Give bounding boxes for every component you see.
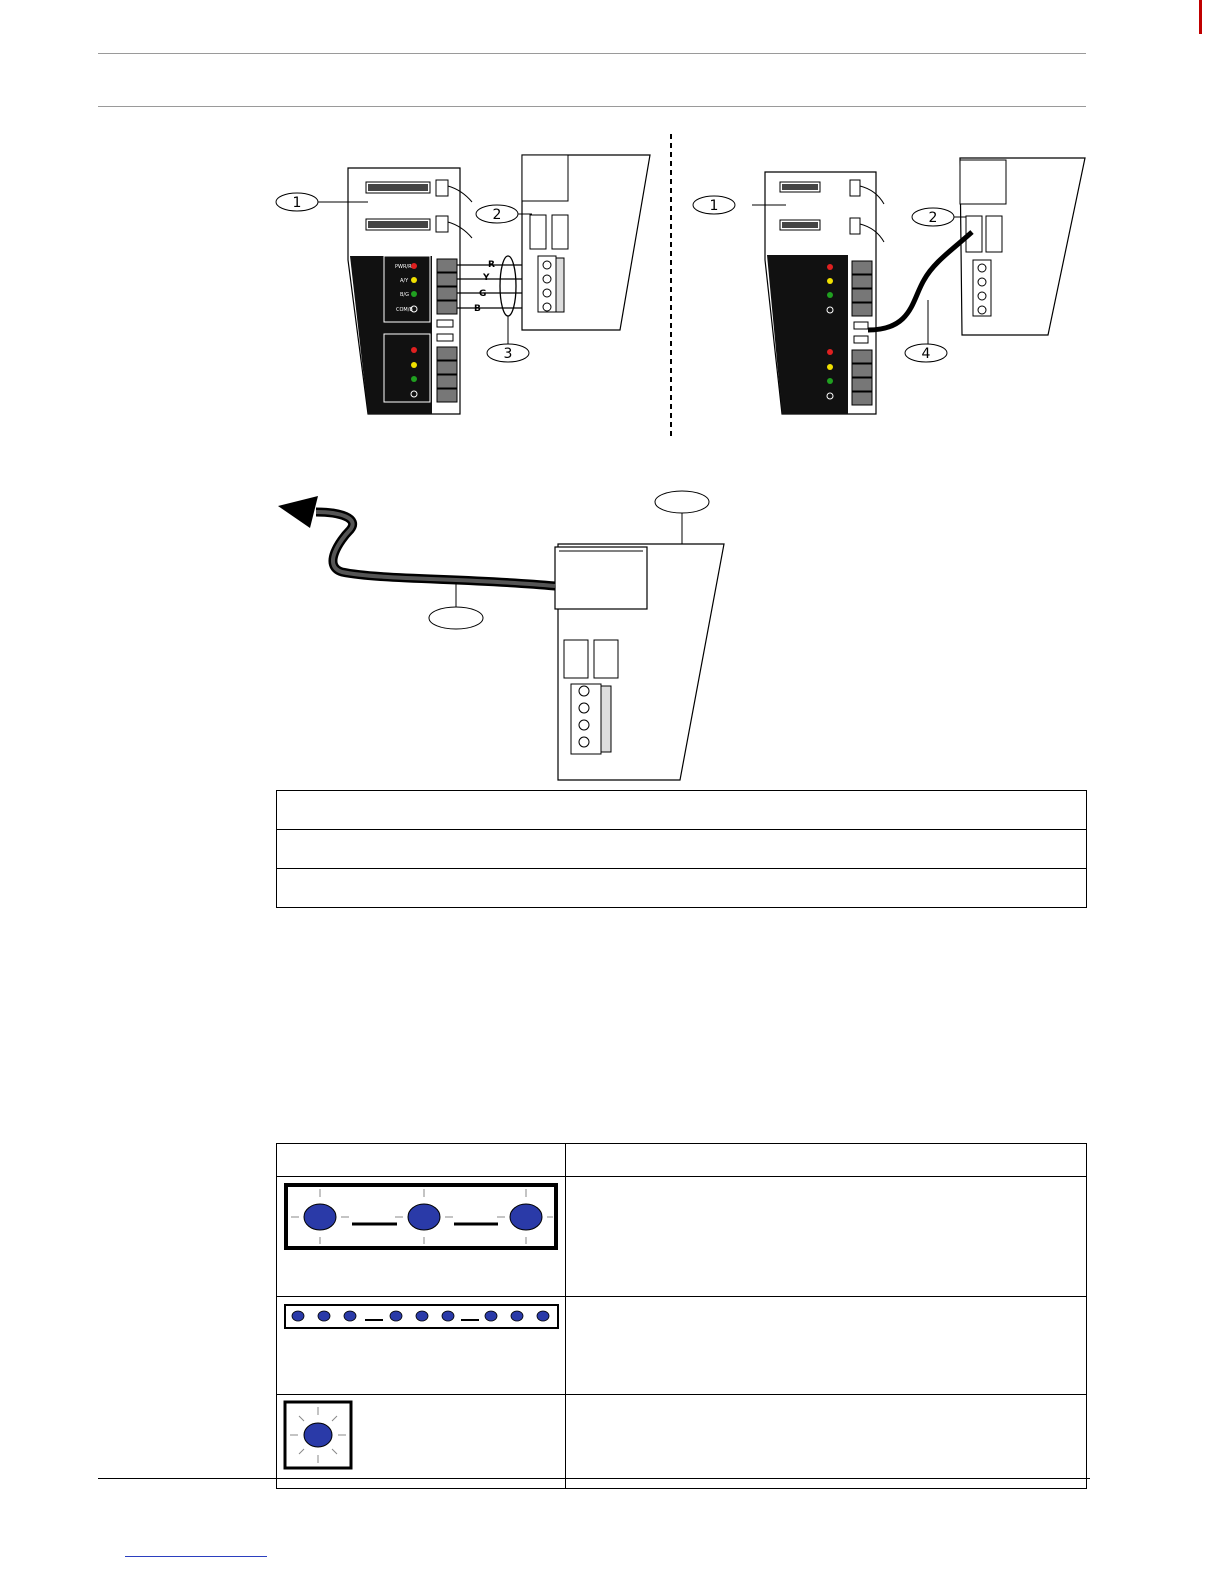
led-pattern-cell (277, 1395, 566, 1489)
callout-1-left (276, 193, 318, 211)
led-pattern-table (276, 1143, 1087, 1489)
svg-text:B/G: B/G (400, 292, 409, 298)
callout-key-row (277, 791, 1087, 830)
svg-text:3: 3 (503, 346, 513, 362)
single-flash-pattern-icon (277, 1395, 565, 1484)
figure-a-right (752, 158, 1085, 414)
table-header-description (566, 1144, 1087, 1177)
svg-text:A/Y: A/Y (400, 278, 409, 284)
svg-text:1: 1 (292, 195, 302, 211)
callout-1-right (693, 196, 735, 214)
table-header-pattern (277, 1144, 566, 1177)
svg-text:COM/B: COM/B (396, 307, 413, 313)
svg-text:4: 4 (921, 346, 931, 362)
figure-b (278, 496, 724, 780)
svg-text:B: B (474, 304, 481, 314)
led-pattern-cell (277, 1177, 566, 1297)
svg-text:2: 2 (492, 207, 502, 223)
figure-a-left (318, 155, 650, 414)
callout-2-right (912, 208, 954, 226)
led-description-cell (566, 1177, 1087, 1297)
led-pattern-cell (277, 1297, 566, 1395)
svg-text:R: R (488, 260, 495, 270)
led-description-cell (566, 1297, 1087, 1395)
callout-2-left (476, 205, 518, 223)
callout-3-left (487, 344, 529, 362)
callout-key-row (277, 830, 1087, 869)
led-description-cell (566, 1395, 1087, 1489)
callout-b-top (655, 491, 709, 513)
svg-text:2: 2 (928, 210, 938, 226)
svg-text:Y: Y (483, 273, 490, 283)
svg-text:1: 1 (709, 198, 719, 214)
three-groups-flash-pattern-icon (277, 1297, 565, 1390)
callout-b-cable (429, 607, 483, 629)
wire-labels (474, 260, 495, 314)
svg-text:G: G (479, 289, 487, 299)
svg-text:PWR/R: PWR/R (395, 264, 412, 270)
callout-4-right (905, 344, 947, 362)
three-flash-pattern-icon (277, 1177, 565, 1292)
callout-key-row (277, 869, 1087, 908)
callout-key-table (276, 790, 1087, 908)
